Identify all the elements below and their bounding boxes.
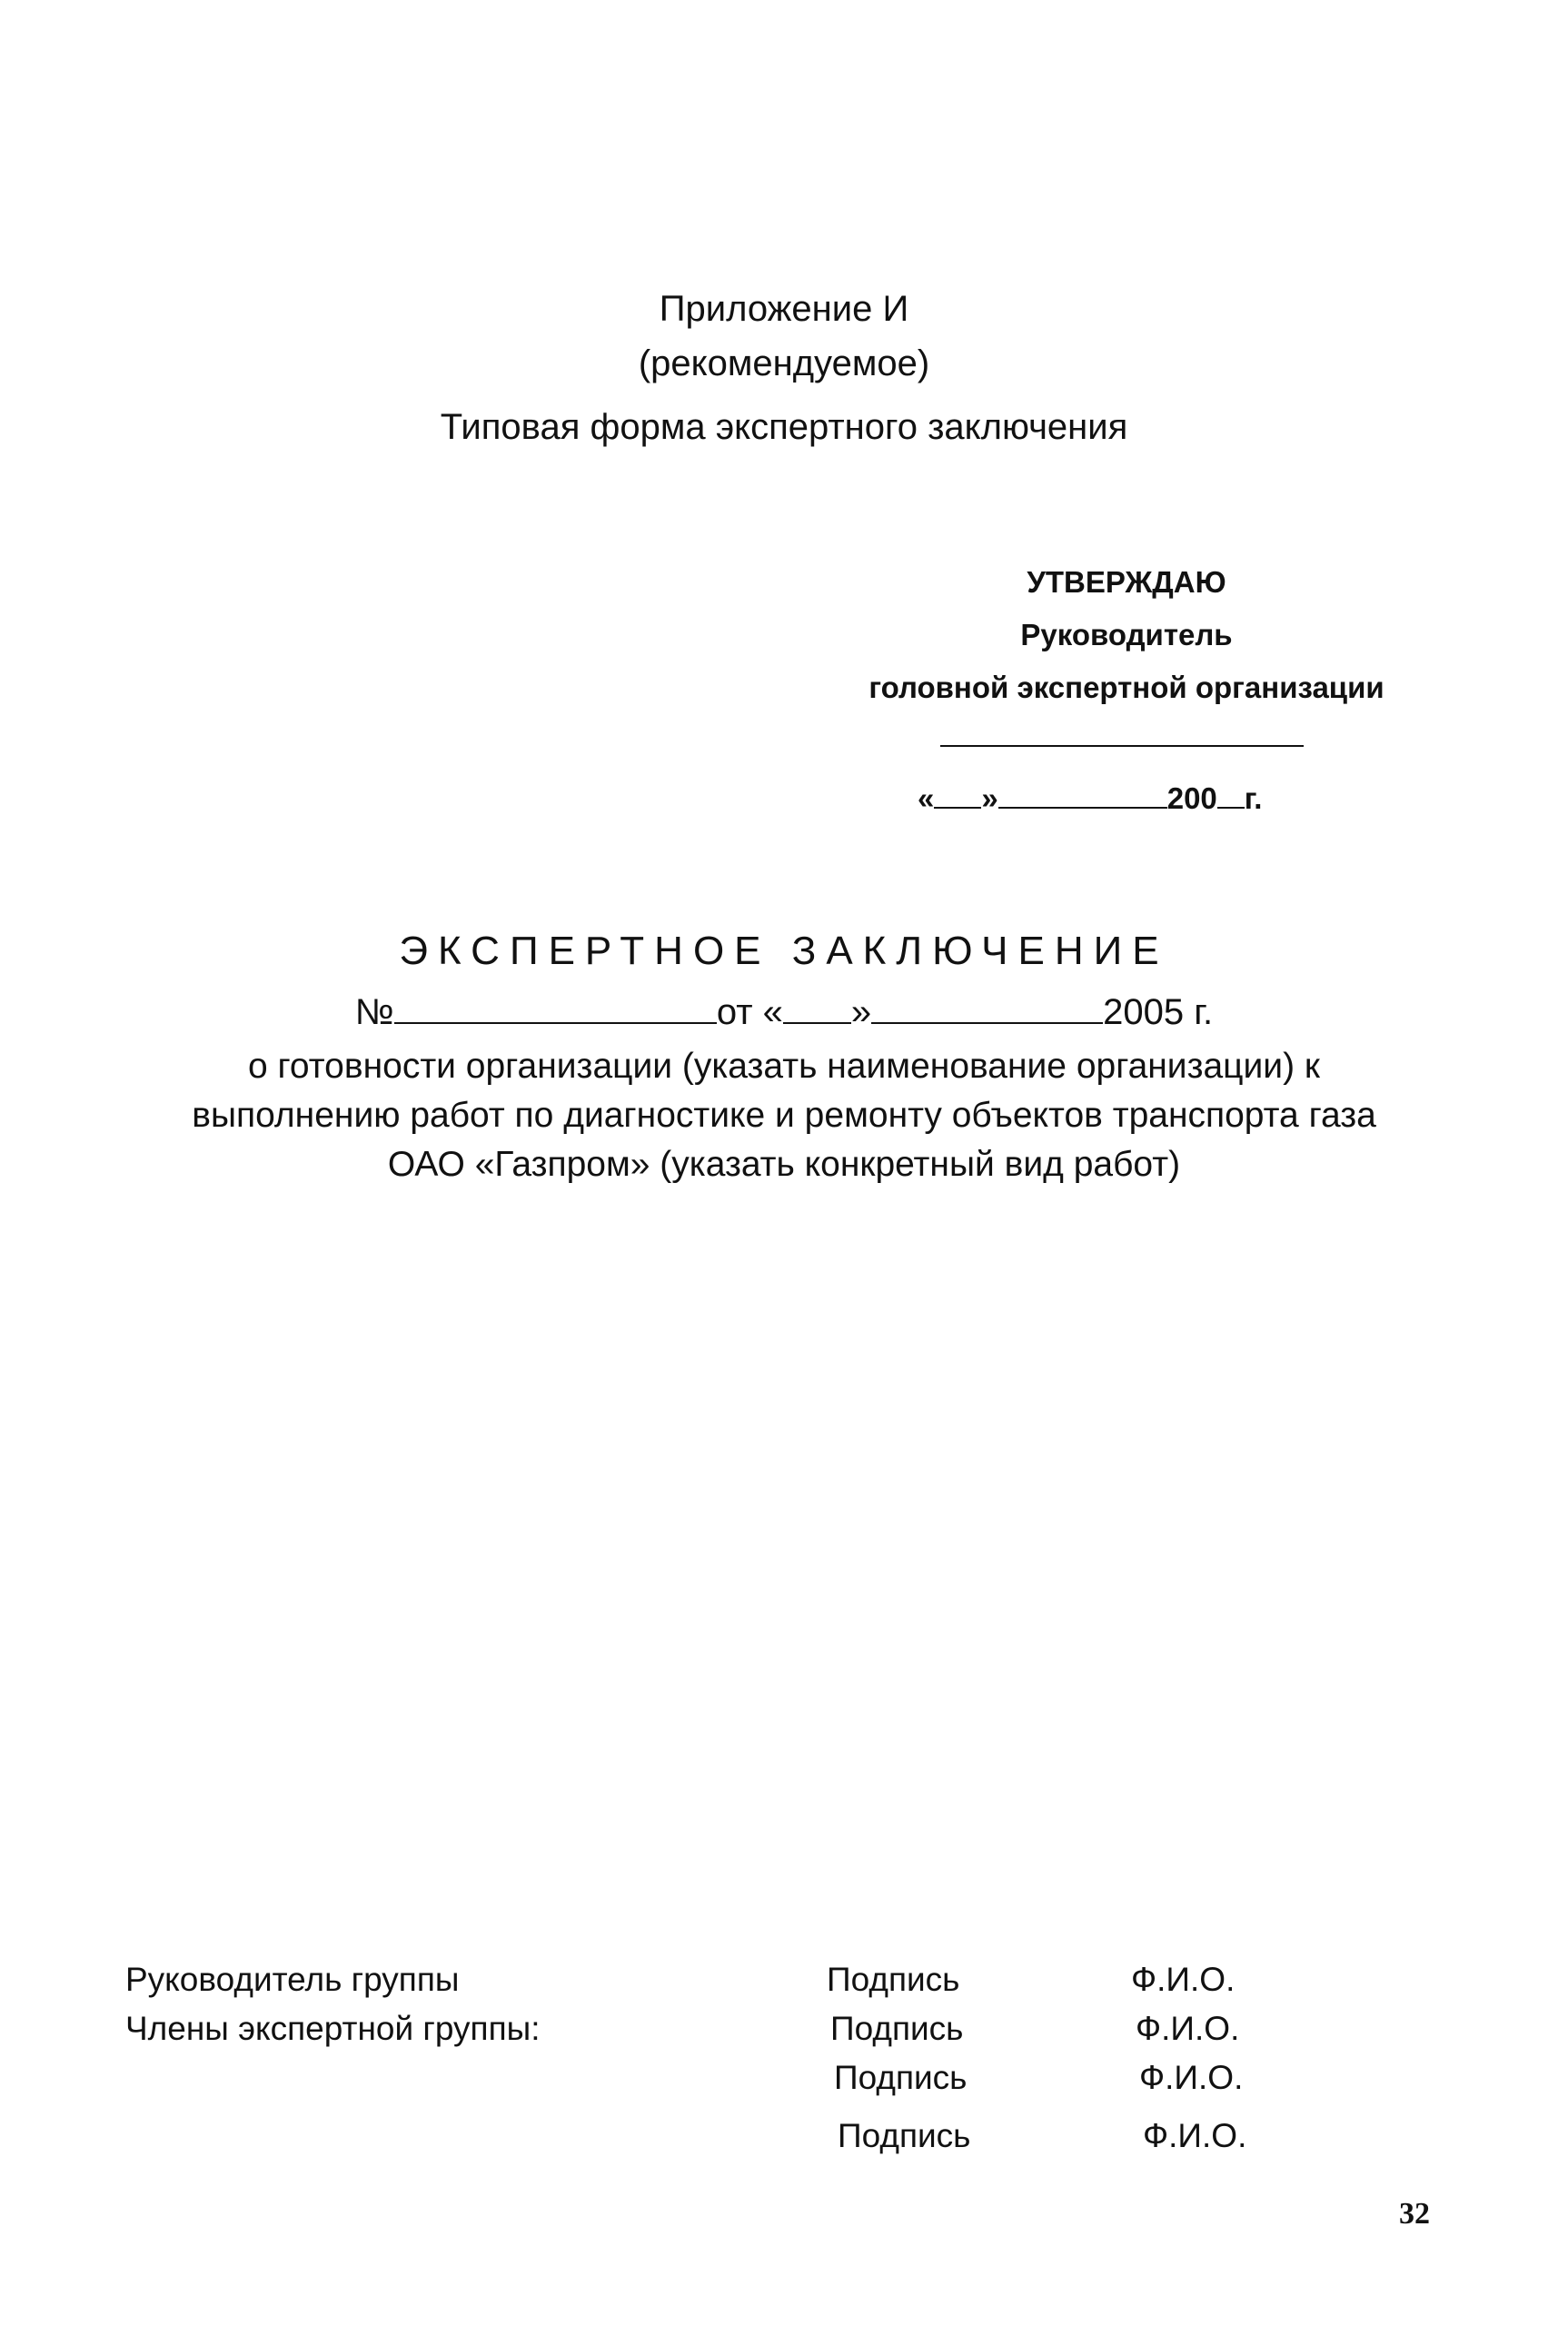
conclusion-year: 2005 г.: [1103, 992, 1214, 1032]
signature-sign-4: Подпись: [838, 2117, 971, 2154]
signature-name-3: Ф.И.О.: [1139, 2059, 1244, 2096]
number-prefix: №: [354, 992, 394, 1032]
approve-date: [918, 780, 1262, 816]
recommended-label: (рекомендуемое): [638, 343, 930, 383]
approve-organization: головной экспертной организации: [868, 671, 1384, 704]
signature-name-2: Ф.И.О.: [1136, 2010, 1240, 2047]
conclusion-text-line-2: выполнению работ по диагностике и ремонту объектов транспорта газа: [192, 1096, 1376, 1135]
approve-year-blank: [1217, 780, 1245, 809]
approve-head: Руководитель: [1020, 618, 1233, 651]
signature-role-2: Члены экспертной группы:: [125, 2010, 541, 2047]
approve-date-year: 200: [1166, 781, 1217, 815]
from-close: »: [850, 992, 872, 1032]
conclusion-number-line: [0, 992, 1568, 1033]
approve-date-open: «: [918, 781, 935, 815]
month-blank: [871, 993, 1103, 1024]
page-number: 32: [1399, 2197, 1430, 2231]
approve-date-close: »: [981, 781, 998, 815]
signature-name-1: Ф.И.О.: [1131, 1961, 1236, 1998]
signature-sign-1: Подпись: [827, 1961, 960, 1998]
approve-signature-line: [940, 745, 1304, 747]
signature-name-4: Ф.И.О.: [1143, 2117, 1247, 2154]
approve-heading: УТВЕРЖДАЮ: [1027, 565, 1226, 599]
approve-day-blank: [934, 780, 981, 809]
approve-month-blank: [998, 780, 1167, 809]
appendix-label: Приложение И: [659, 289, 909, 329]
form-title: Типовая форма экспертного заключения: [440, 407, 1128, 447]
approve-date-suffix: г.: [1244, 781, 1263, 815]
signature-sign-3: Подпись: [834, 2059, 968, 2096]
conclusion-text-line-1: о готовности организации (указать наименование организации) к: [248, 1047, 1320, 1086]
conclusion-text-line-3: ОАО «Газпром» (указать конкретный вид работ): [387, 1145, 1181, 1184]
signature-sign-2: Подпись: [830, 2010, 964, 2047]
conclusion-title: ЭКСПЕРТНОЕ ЗАКЛЮЧЕНИЕ: [399, 929, 1169, 973]
signature-role-1: Руководитель группы: [125, 1961, 460, 1998]
number-blank: [394, 993, 717, 1024]
from-label: от «: [716, 992, 783, 1032]
day-blank: [783, 993, 851, 1024]
